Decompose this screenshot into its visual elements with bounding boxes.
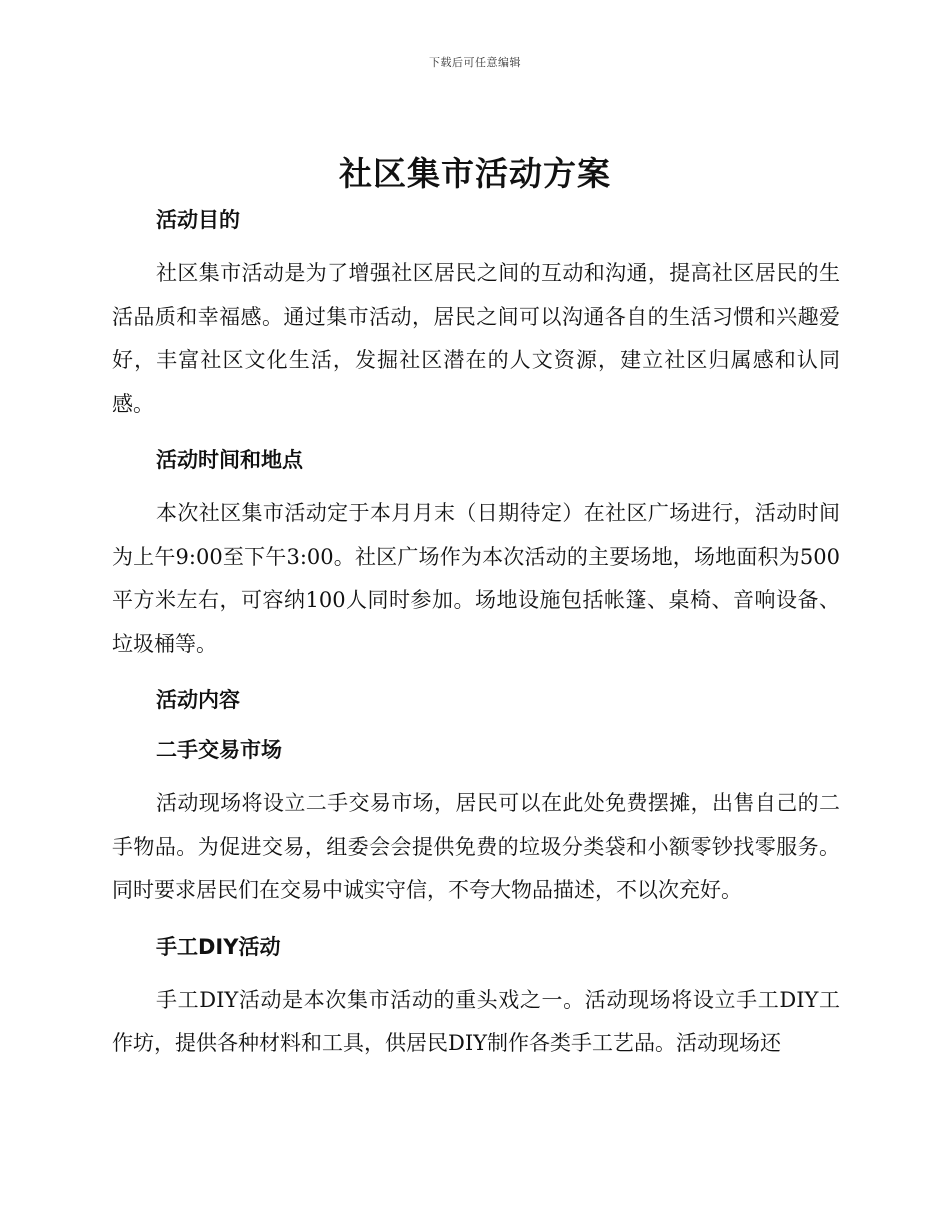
section-paragraph-secondhand-market: 活动现场将设立二手交易市场，居民可以在此处免费摆摊，出售自己的二手物品。为促进交易，组委会会提供免费的垃圾分类袋和小额零钞找零服务。同时要求居民们在交易中诚实守信，不夸大物品描述，不以次充好。 [112,791,840,902]
section-heading-diy: 手工DIY活动 [156,934,281,959]
section-heading-secondhand-market: 二手交易市场 [156,738,282,762]
header-note: 下载后可任意编辑 [429,56,521,69]
section-paragraph-purpose: 社区集市活动是为了增强社区居民之间的互动和沟通，提高社区居民的生活品质和幸福感。通过集市活动，居民之间可以沟通各自的生活习惯和兴趣爱好，丰富社区文化生活，发掘社区潜在的人文资源，建立社区归属感和认同感。 [112,261,840,416]
document-title: 社区集市活动方案 [339,154,611,193]
section-heading-time-place: 活动时间和地点 [156,448,303,472]
section-heading-purpose: 活动目的 [156,208,240,232]
section-paragraph-diy: 手工DIY活动是本次集市活动的重头戏之一。活动现场将设立手工DIY工作坊，提供各种材料和工具，供居民DIY制作各类手工艺品。活动现场还 [112,987,840,1055]
document-body [112,200,840,1079]
section-paragraph-time-place: 本次社区集市活动定于本月月末（日期待定）在社区广场进行，活动时间为上午9:00至下午3:00。社区广场作为本次活动的主要场地，场地面积为500平方米左右，可容纳100人同时参加。场地设施包括帐篷、桌椅、音响设备、垃圾桶等。 [112,501,840,656]
section-heading-content: 活动内容 [156,688,240,712]
